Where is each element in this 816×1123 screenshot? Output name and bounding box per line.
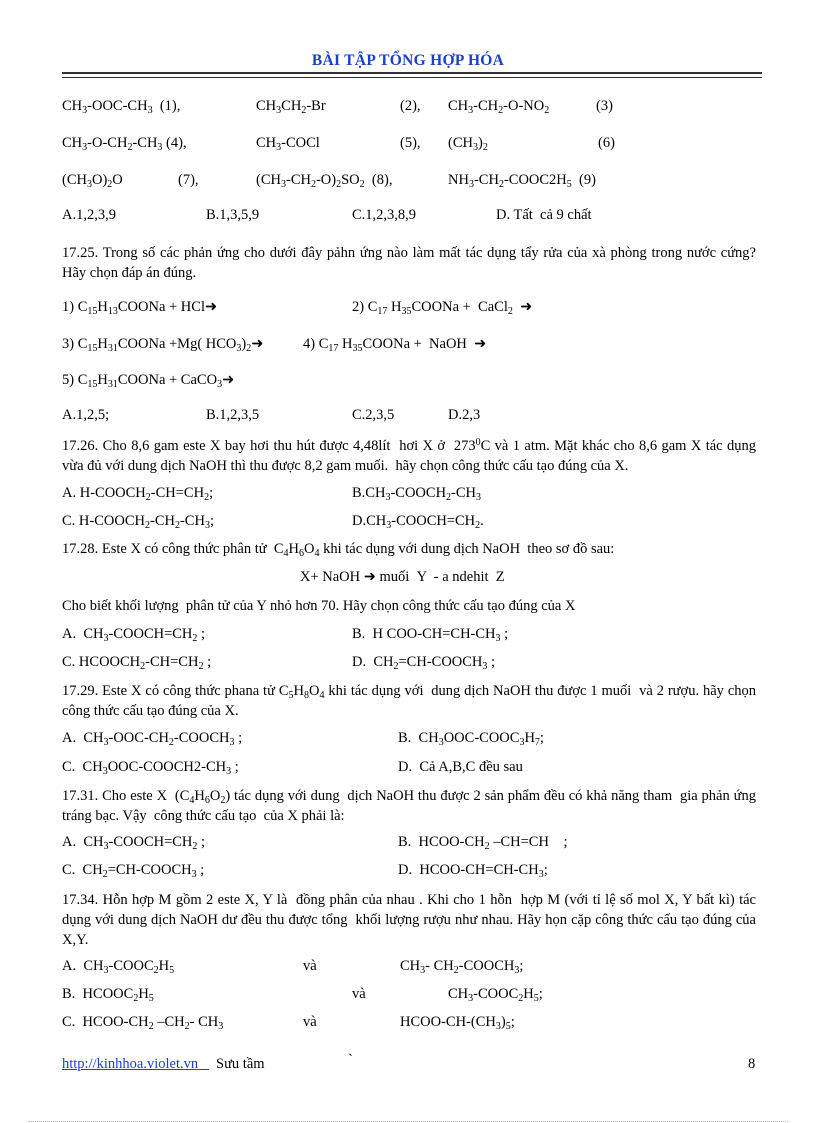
- source-label: Sưu tầm: [216, 1056, 265, 1072]
- reaction-4: 4) $C_{17}$ $H_{35}COONa$ + NaOH ➜: [303, 336, 487, 354]
- answer-c: C. $HCOOCH_2-CH=CH_2$ ;: [62, 654, 212, 672]
- answer-a: A. $CH_3-OOC-CH_2-COOCH_3$ ;: [62, 730, 243, 748]
- answer-b-va: và: [352, 986, 366, 1002]
- answer-d: $D.CH_3-COOCH=CH_2$.: [352, 513, 484, 531]
- answer-a: A.1,2,3,9: [62, 207, 116, 223]
- answer-a: A. $H-COOCH_2-CH=CH_2$;: [62, 485, 214, 503]
- answer-b-right: $CH_3-COOC_2H_5$;: [448, 986, 543, 1004]
- answer-c: C. $CH_2=CH-COOCH_3$ ;: [62, 862, 205, 880]
- question-note: Cho biết khối lượng phân tử của Y nhỏ hơn 70. Hãy chọn công thức cấu tạo đúng của X: [62, 598, 576, 614]
- answer-b: $B.CH_3-COOCH_2-CH_3$: [352, 485, 482, 503]
- answer-b-left: B. $HCOOC_2H_5$: [62, 986, 154, 1004]
- answer-a-va: và: [303, 958, 317, 974]
- answer-d: D. Tất cả 9 chất: [496, 207, 592, 223]
- answer-c-right: HCOO-$CH-(CH_3)_5$;: [400, 1014, 515, 1032]
- answer-a-left: A. $CH_3-COOC_2H_5$: [62, 958, 175, 976]
- answer-c-va: và: [303, 1014, 317, 1030]
- compound-2-index: (2),: [400, 98, 421, 114]
- answer-b: B.1,3,5,9: [206, 207, 260, 223]
- reaction-3: 3) $C_{15}H_{31}COONa +Mg$( $HCO_3)_2➜$: [62, 336, 264, 354]
- compound-4: $CH_3-O-CH_2-CH_3$ (4),: [62, 135, 187, 153]
- reaction-5: 5) $C_{15}H_{31}COONa$ + CaCO$_3$➜: [62, 372, 235, 390]
- page-header-title: BÀI TẬP TỔNG HỢP HÓA: [311, 52, 505, 69]
- answer-d: D. HCOO-$CH=CH-CH_3$;: [398, 862, 548, 880]
- answer-c: C.2,3,5: [352, 407, 395, 423]
- answer-a: A. $CH_3-COOCH=CH_2$ ;: [62, 626, 206, 644]
- answer-c: C. $H-COOCH_2-CH_2-CH_3$;: [62, 513, 214, 531]
- page-number: 8: [748, 1056, 756, 1072]
- compound-6-index: (6): [598, 135, 615, 151]
- answer-b: B. HCOO-$CH_2$ –CH=CH ;: [398, 834, 568, 852]
- compound-2: $CH_3CH_2-Br$: [256, 98, 326, 116]
- compound-6: $(CH_3)_2$: [448, 135, 488, 153]
- compound-8: $(CH_3-CH_2-O)_2SO_2$ (8),: [256, 172, 393, 190]
- header-rule-thin: [62, 77, 762, 78]
- compound-3-index: (3): [596, 98, 613, 114]
- question-17-34: 17.34. Hỗn hợp M gồm 2 este X, Y là đồng phân của nhau . Khi cho 1 hỗn hợp M (với tỉ lệ số mol X, Y bất kì) tác dụng với dung dịch NaOH dư đều thu được tổng khối lượng rượu như nhau. Hãy họn cặp công thức cấu tạo đúng của X,Y.: [62, 892, 756, 948]
- answer-c: C.1,2,3,8,9: [352, 207, 417, 223]
- compound-3: $CH_3-CH_2-O-NO_2$: [448, 98, 550, 116]
- question-17-26: 17.26. Cho 8,6 gam este X bay hơi thu hút được 4,48lít hơi X ở $273^0C$ và 1 atm. Mặt khác cho 8,6 gam X tác dụng vừa đủ với dung dịch NaOH thì thu được 8,2 gam muối. hãy chọn công thức cấu tạo đúng của X.: [62, 437, 756, 474]
- reaction-2: 2) $C_{17}$ $H_{35}COONa$ + CaCl$_2$ ➜: [352, 299, 533, 317]
- compound-9: $NH_3-CH_2-COOC2H_5$ (9): [448, 172, 596, 190]
- compound-5-index: (5),: [400, 135, 421, 151]
- answer-c: C. $CH_3OOC-COOCH2-CH_3$ ;: [62, 759, 239, 777]
- answer-c-left: C. HCOO-$CH_2$ $-CH_2-$ $CH_3$: [62, 1014, 224, 1032]
- answer-b: B. $CH_3OOC-COOC_3H_7$;: [398, 730, 544, 748]
- question-17-29: 17.29. Este X có công thức phana tử $C_5H_8O_4$ khi tác dụng với dung dịch NaOH thu được 1 muối và 2 rượu. hãy chọn công thức cấu tạo đúng của X.: [62, 683, 757, 719]
- answer-a-right: $CH_3-$ $CH_2-COOCH_3$;: [400, 958, 524, 976]
- question-17-28: 17.28. Este X có công thức phân tử $C_4H_6O_4$ khi tác dụng với dung dịch NaOH theo sơ đồ sau:: [62, 541, 615, 559]
- question-17-25: 17.25. Trong số các phản ứng cho dưới đây pảhn ứng nào làm mất tác dụng tẩy rửa của xà phòng trong nước cứng? Hãy chọn đáp án đúng.: [62, 245, 756, 281]
- reaction-1: 1) $C_{15}H_{13}COONa$ + HCl➜: [62, 299, 218, 317]
- compound-5: $CH_3$-COCl: [256, 135, 320, 153]
- answer-a: A.1,2,5;: [62, 407, 110, 423]
- compound-7: $(CH_3O)_2O$: [62, 172, 123, 190]
- question-17-31: 17.31. Cho este X $(C_4H_6O_2)$ tác dụng với dung dịch NaOH thu được 2 sản phẩm đều có khả năng tham gia phản ứng tráng bạc. Vậy công thức cấu tạo của X phải là:: [62, 788, 756, 824]
- stray-mark: `: [348, 1052, 353, 1068]
- answer-d: D. $CH_2=CH-COOCH_3$ ;: [352, 654, 496, 672]
- reaction-scheme: X+ NaOH ➜ muối Y - a ndehit Z: [300, 569, 505, 585]
- answer-d: D. Cả A,B,C đều sau: [398, 759, 523, 775]
- answer-b: B.1,2,3,5: [206, 407, 260, 423]
- answer-b: B. H COO-$CH=CH-CH_3$ ;: [352, 626, 509, 644]
- answer-d: D.2,3: [448, 407, 481, 423]
- compound-7-index: (7),: [178, 172, 199, 188]
- header-rule-thick: [62, 72, 762, 74]
- source-link[interactable]: http://kinhhoa.violet.vn: [62, 1056, 210, 1072]
- answer-a: A. $CH_3-COOCH=CH_2$ ;: [62, 834, 206, 852]
- page-bottom-divider: [28, 1121, 788, 1122]
- compound-1: $CH_3-OOC-CH_3$ (1),: [62, 98, 181, 116]
